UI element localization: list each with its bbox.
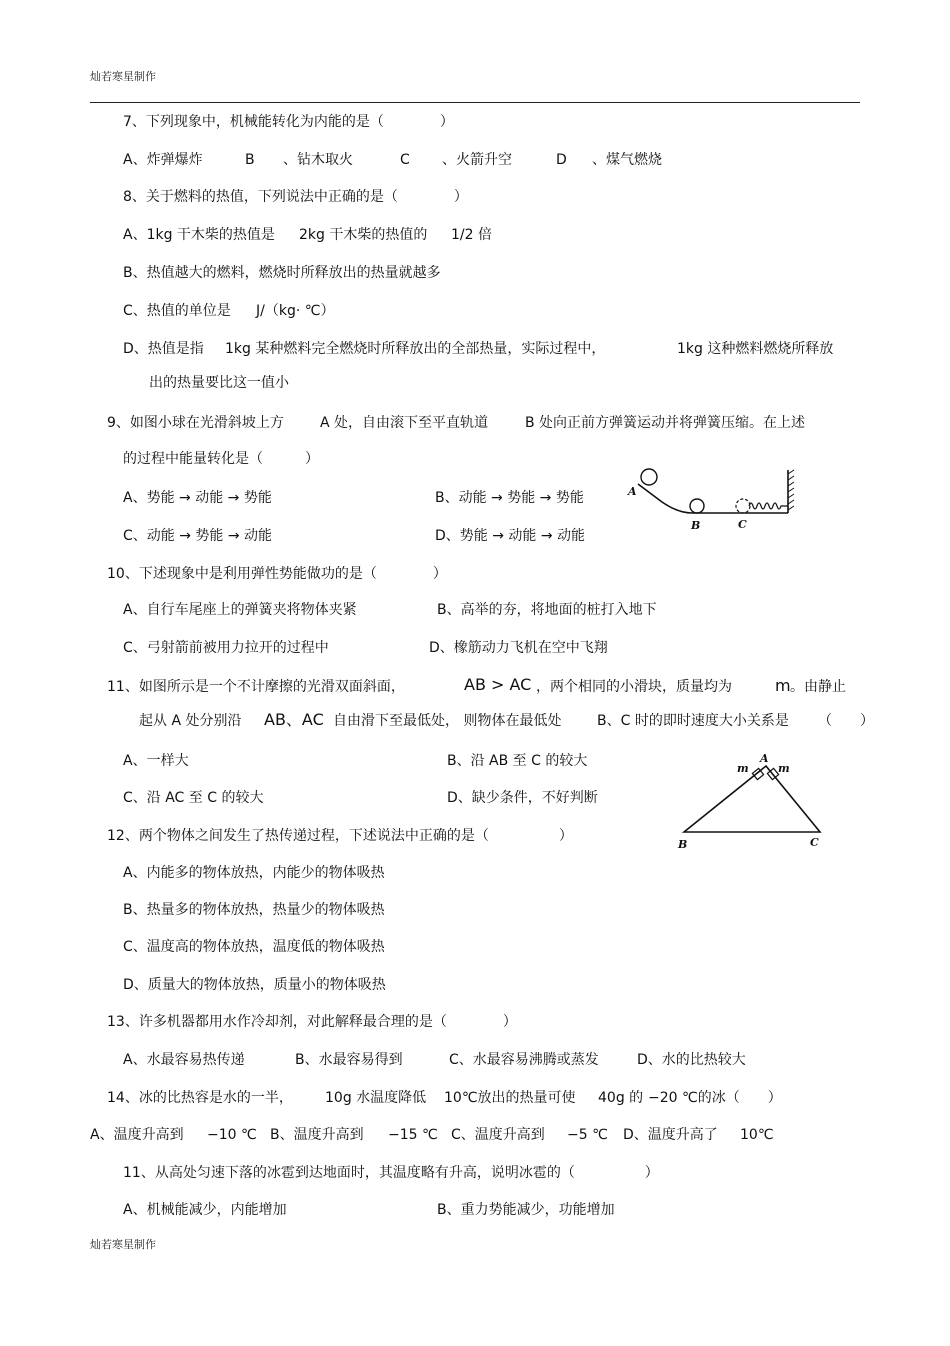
page-footer: 灿若寒星制作 — [90, 1238, 156, 1251]
q9-ball-at-b — [690, 499, 704, 513]
q15-stem: 11、从高处匀速下落的冰雹到达地面时，其温度略有升高，说明冰雹的（ ） — [123, 1165, 659, 1181]
q11-option-a: A、一样大 — [123, 753, 189, 769]
q7-option-c: 、火箭升空 — [442, 152, 512, 168]
q11-stem-part5: 。由静止 — [790, 679, 846, 695]
q9-option-a: A、势能 → 动能 → 势能 — [123, 490, 272, 506]
q12-option-b: B、热量多的物体放热，热量少的物体吸热 — [123, 902, 385, 918]
q9-option-d: D、势能 → 动能 → 动能 — [435, 528, 586, 544]
q10-option-d: D、橡筋动力飞机在空中飞翔 — [429, 640, 608, 656]
q9-stem-part2: A 处，自由滚下至平直轨道 — [320, 415, 489, 431]
q9-stem-part1: 9、如图小球在光滑斜坡上方 — [107, 415, 284, 431]
q9-stem-line2: 的过程中能量转化是（ ） — [123, 451, 319, 467]
q13-option-b: B、水最容易得到 — [295, 1052, 403, 1068]
q11-stem-part3: ，两个相同的小滑块，质量均为 — [536, 679, 732, 695]
q15-option-a: A、机械能减少，内能增加 — [123, 1202, 287, 1218]
header-rule — [90, 102, 860, 103]
q11-stem2-part4: B、C 时的即时速度大小关系是 — [597, 713, 789, 729]
q8-option-a-part1: A、1kg 干木柴的热值是 — [123, 227, 275, 243]
q11-option-d: D、缺少条件，不好判断 — [447, 790, 598, 806]
q15-option-b: B、重力势能减少，功能增加 — [437, 1202, 615, 1218]
q14-stem-part3: 10℃放出的热量可使 — [444, 1090, 576, 1106]
q11-double-incline-figure — [674, 752, 826, 852]
q11-stem2-part1: 起从 A 处分别沿 — [139, 713, 242, 729]
q11-stem2-part5: （ ） — [818, 713, 874, 729]
q8-option-a-part3: 1/2 倍 — [451, 227, 492, 243]
q10-option-a: A、自行车尾座上的弹簧夹将物体夹紧 — [123, 602, 357, 618]
q8-option-d-line2: 出的热量要比这一值小 — [149, 375, 289, 391]
q11-label-b: B — [678, 838, 688, 851]
q14-stem-part4: 40g 的 — [598, 1090, 644, 1106]
q12-option-c: C、温度高的物体放热，温度低的物体吸热 — [123, 939, 385, 955]
q9-ball-at-c — [736, 499, 750, 513]
q11-stem-part1: 11、如图所示是一个不计摩擦的光滑双面斜面， — [107, 679, 405, 695]
q7-option-b-letter: B — [245, 152, 255, 168]
q9-spring — [749, 503, 788, 509]
q8-option-b: B、热值越大的燃料，燃烧时所释放出的热量就越多 — [123, 265, 441, 281]
q14-option-c-part1: C、温度升高到 — [451, 1127, 545, 1143]
q8-option-d-part1: D、热值是指 — [123, 341, 204, 357]
q9-slope-spring-figure — [620, 462, 800, 534]
q7-option-d: 、煤气燃烧 — [592, 152, 662, 168]
q10-stem: 10、下述现象中是利用弹性势能做功的是（ ） — [107, 566, 447, 582]
q13-option-c: C、水最容易沸腾或蒸发 — [449, 1052, 599, 1068]
q14-option-a-part2: −10 ℃ — [207, 1127, 257, 1143]
q14-option-c-part2: −5 ℃ — [567, 1127, 608, 1143]
q14-option-d-part2: 10℃ — [740, 1127, 774, 1143]
q14-stem-part1: 14、冰的比热容是水的一半， — [107, 1090, 293, 1106]
q14-stem-part5: −20 ℃的冰（ ） — [648, 1090, 782, 1106]
q14-option-b-part1: B、温度升高到 — [270, 1127, 364, 1143]
q14-option-b-part2: −15 ℃ — [388, 1127, 438, 1143]
q14-option-d-part1: D、温度升高了 — [623, 1127, 718, 1143]
q8-option-c-part1: C、热值的单位是 — [123, 303, 231, 319]
q13-option-d: D、水的比热较大 — [637, 1052, 746, 1068]
q12-option-a: A、内能多的物体放热，内能少的物体吸热 — [123, 865, 385, 881]
q9-label-b: B — [691, 519, 701, 532]
q11-stem-part2: AB > AC — [464, 675, 532, 694]
q14-option-a-part1: A、温度升高到 — [90, 1127, 184, 1143]
q9-track — [638, 484, 788, 513]
q7-option-c-letter: C — [400, 152, 410, 168]
q11-option-b: B、沿 AB 至 C 的较大 — [447, 753, 588, 769]
q9-ball-at-a — [641, 469, 657, 485]
q8-stem: 8、关于燃料的热值，下列说法中正确的是（ ） — [123, 189, 468, 205]
q11-triangle — [684, 766, 820, 832]
q12-option-d: D、质量大的物体放热，质量小的物体吸热 — [123, 977, 386, 993]
q7-option-d-letter: D — [556, 152, 567, 168]
q8-option-c-part2: J/（kg· ℃） — [256, 303, 335, 319]
q11-stem2-part2: AB、AC — [264, 710, 324, 729]
q11-label-a: A — [760, 752, 769, 765]
q9-stem-part3: B 处向正前方弹簧运动并将弹簧压缩。在上述 — [525, 415, 806, 431]
q11-label-c: C — [810, 836, 819, 849]
q7-option-a: A、炸弹爆炸 — [123, 152, 203, 168]
q12-stem: 12、两个物体之间发生了热传递过程，下述说法中正确的是（ ） — [107, 828, 573, 844]
q9-label-c: C — [738, 518, 747, 531]
q11-label-m-right: m — [778, 762, 790, 775]
q8-option-a-part2: 2kg 干木柴的热值的 — [299, 227, 428, 243]
q10-option-b: B、高举的夯，将地面的桩打入地下 — [437, 602, 657, 618]
q11-label-m-left: m — [737, 762, 749, 775]
q7-stem: 7、下列现象中，机械能转化为内能的是（ ） — [123, 114, 454, 130]
q13-option-a: A、水最容易热传递 — [123, 1052, 245, 1068]
q9-option-b: B、动能 → 势能 → 势能 — [435, 490, 584, 506]
q11-stem2-part3: 自由滑下至最低处， 则物体在最低处 — [333, 713, 562, 729]
q8-option-d-part2: 1kg 某种燃料完全燃烧时所释放出的全部热量，实际过程中， — [225, 341, 606, 357]
page-header: 灿若寒星制作 — [90, 70, 156, 83]
q11-option-c: C、沿 AC 至 C 的较大 — [123, 790, 264, 806]
q14-stem-part2: 10g 水温度降低 — [325, 1090, 427, 1106]
q13-stem: 13、许多机器都用水作冷却剂，对此解释最合理的是（ ） — [107, 1014, 517, 1030]
q7-option-b: 、钻木取火 — [283, 152, 353, 168]
q9-wall-hatch — [788, 470, 794, 510]
q8-option-d-part3: 1kg 这种燃料燃烧所释放 — [677, 341, 834, 357]
q10-option-c: C、弓射箭前被用力拉开的过程中 — [123, 640, 329, 656]
q9-label-a: A — [628, 485, 637, 498]
q11-stem-part4: m — [775, 676, 791, 695]
q9-option-c: C、动能 → 势能 → 动能 — [123, 528, 273, 544]
